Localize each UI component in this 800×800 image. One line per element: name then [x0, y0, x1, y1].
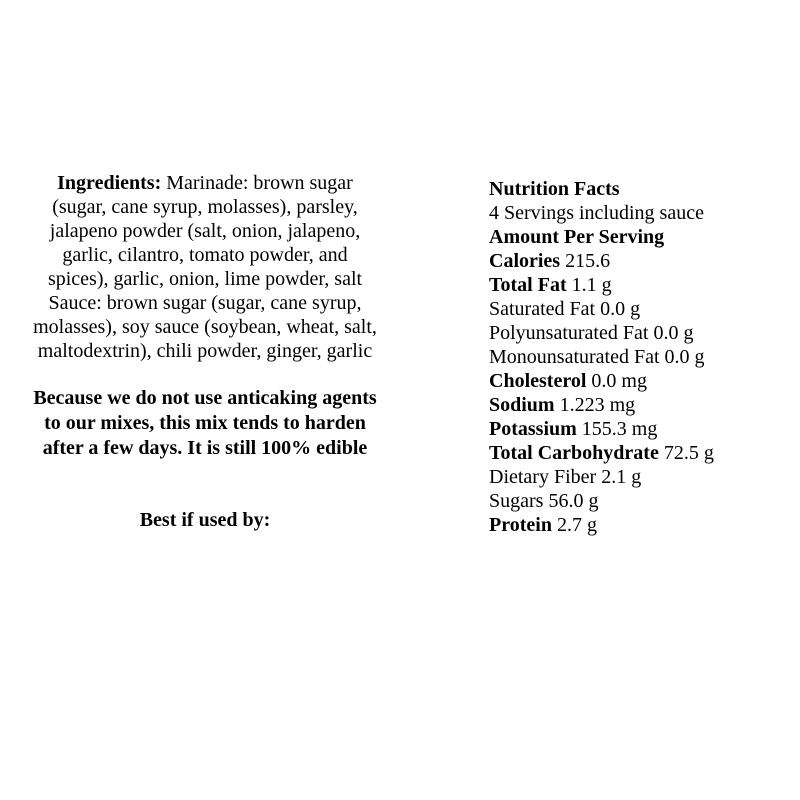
- nutrient-label: Saturated Fat: [489, 298, 596, 320]
- nutrition-row: [489, 369, 789, 393]
- nutrient-label: Sugars: [489, 490, 544, 512]
- nutrition-row: [489, 297, 789, 321]
- ingredients-heading: Ingredients:: [57, 172, 162, 194]
- nutrient-value: 72.5 g: [663, 442, 714, 464]
- nutrient-label: Calories: [489, 250, 561, 272]
- nutrient-label: Total Carbohydrate: [489, 442, 659, 464]
- nutrition-rows: [489, 249, 789, 537]
- nutrition-row: [489, 513, 789, 537]
- nutrition-row: [489, 321, 789, 345]
- ingredients-paragraph: [30, 171, 380, 363]
- nutrition-row: [489, 393, 789, 417]
- nutrition-row: [489, 441, 789, 465]
- amount-per-serving-heading: Amount Per Serving: [489, 226, 665, 248]
- nutrition-row: [489, 345, 789, 369]
- nutrient-value: 1.1 g: [571, 274, 612, 296]
- nutrient-label: Sodium: [489, 394, 555, 416]
- nutrient-value: 56.0 g: [548, 490, 599, 512]
- nutrient-label: Total Fat: [489, 274, 567, 296]
- nutrition-facts-panel: [489, 177, 789, 537]
- nutrient-label: Dietary Fiber: [489, 466, 597, 488]
- nutrient-value: 155.3 mg: [581, 418, 658, 440]
- servings-text: 4 Servings including sauce: [489, 202, 704, 224]
- nutrient-label: Cholesterol: [489, 370, 587, 392]
- nutrient-value: 215.6: [565, 250, 611, 272]
- nutrient-label: Polyunsaturated Fat: [489, 322, 649, 344]
- nutrient-label: Monounsaturated Fat: [489, 346, 660, 368]
- nutrition-row: [489, 465, 789, 489]
- nutrient-value: 0.0 g: [600, 298, 641, 320]
- nutrition-row: [489, 249, 789, 273]
- nutrient-value: 2.1 g: [601, 466, 642, 488]
- nutrient-value: 0.0 g: [653, 322, 694, 344]
- nutrient-label: Potassium: [489, 418, 577, 440]
- nutrient-value: 2.7 g: [556, 514, 597, 536]
- nutrient-label: Protein: [489, 514, 552, 536]
- nutrition-row: [489, 417, 789, 441]
- hardening-notice: Because we do not use anticaking agents to our mixes, this mix tends to harden after a few days. It is still 100% edible: [33, 387, 377, 459]
- ingredients-text: Marinade: brown sugar (sugar, cane syrup, molasses), parsley, jalapeno powder (salt, onion, jalapeno, garlic, cilantro, tomato powder, and spices), garlic, onion, lime powder, salt Sauce: brown sugar (sugar, cane syrup, molasses), soy sauce (soybean, wheat, salt, maltodextrin), chili powder, ginger, garlic: [33, 172, 377, 362]
- nutrition-row: [489, 273, 789, 297]
- nutrient-value: 0.0 g: [664, 346, 705, 368]
- ingredients-column: [30, 171, 380, 532]
- nutrient-value: 0.0 mg: [591, 370, 647, 392]
- nutrient-value: 1.223 mg: [559, 394, 636, 416]
- nutrition-title: Nutrition Facts: [489, 178, 620, 200]
- nutrition-row: [489, 489, 789, 513]
- best-by-label: Best if used by:: [139, 509, 271, 531]
